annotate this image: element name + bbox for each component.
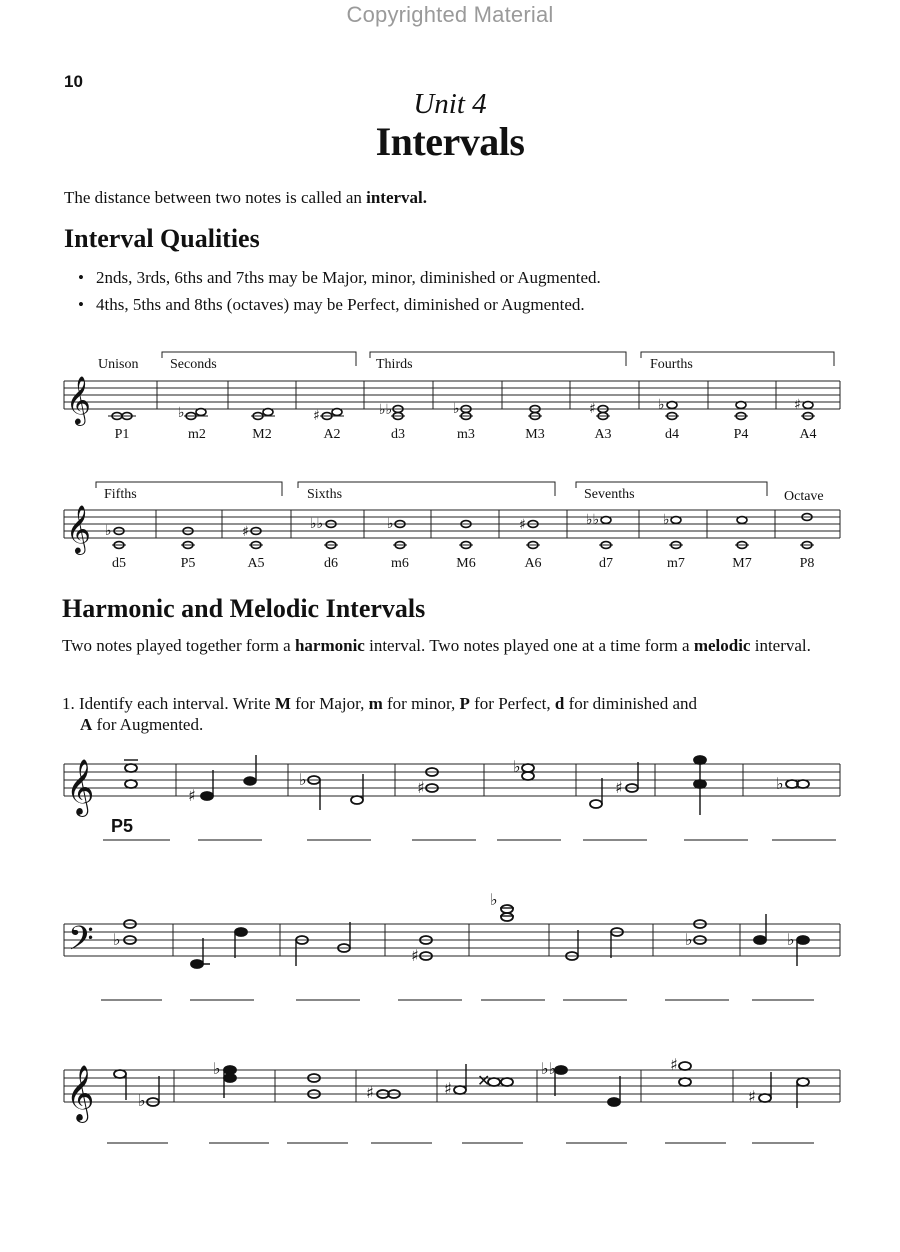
treble-clef-icon: 𝄞 [66, 375, 91, 424]
svg-text:♭♭: ♭♭ [586, 512, 600, 528]
unit-label: Unit 4 [413, 88, 487, 120]
interval-name: M2 [252, 427, 272, 442]
interval-name: d6 [324, 556, 338, 571]
ex-abbr-major: M [274, 694, 291, 713]
svg-text:♭: ♭ [387, 516, 394, 532]
svg-text:♯: ♯ [794, 397, 801, 413]
interval-name: P8 [799, 556, 815, 571]
svg-text:♯: ♯ [589, 401, 596, 417]
group-label-sevenths: Sevenths [584, 487, 635, 502]
interval-name: A5 [247, 556, 265, 571]
group-label-seconds: Seconds [170, 357, 217, 372]
interval-name: m6 [391, 556, 409, 571]
svg-text:♭: ♭ [658, 397, 665, 413]
interval-name: M7 [732, 556, 752, 571]
ex-abbr-diminished: d [554, 694, 565, 713]
svg-text:♯: ♯ [670, 1055, 678, 1074]
treble-clef-icon: 𝄞 [66, 759, 95, 815]
svg-text:✕: ✕ [477, 1071, 491, 1090]
ex-text: for Perfect, [469, 694, 555, 713]
svg-text:♭♭: ♭♭ [379, 402, 393, 418]
svg-text:♭: ♭ [453, 401, 460, 417]
svg-text:♯: ♯ [242, 524, 249, 540]
svg-text:♭: ♭ [213, 1059, 221, 1078]
svg-text:♯: ♯ [188, 786, 196, 805]
hm-term-melodic: melodic [693, 636, 751, 655]
svg-text:♭: ♭ [299, 770, 307, 789]
interval-name: d7 [599, 556, 613, 571]
ex-text: for minor, [382, 694, 460, 713]
interval-name: A6 [524, 556, 542, 571]
interval-name: M6 [456, 556, 476, 571]
interval-name: P1 [114, 427, 130, 442]
intro-term: interval. [366, 188, 428, 207]
svg-text:♯: ♯ [748, 1087, 756, 1106]
svg-text:♯: ♯ [519, 517, 526, 533]
svg-text:♯: ♯ [366, 1083, 374, 1102]
interval-name: d3 [391, 427, 405, 442]
bass-clef-icon: 𝄢 [68, 920, 94, 966]
treble-clef-icon: 𝄞 [66, 504, 91, 553]
bullet-item: • 4ths, 5ths and 8ths (octaves) may be Perfect, diminished or Augmented. [96, 295, 585, 315]
svg-text:♭: ♭ [513, 757, 521, 776]
ex-abbr-augmented: A [80, 715, 93, 734]
svg-text:♯: ♯ [313, 408, 320, 424]
svg-text:♭: ♭ [663, 512, 670, 528]
svg-text:♭: ♭ [105, 523, 112, 539]
interval-name: P4 [733, 427, 749, 442]
harmonic-melodic-heading: Harmonic and Melodic Intervals [62, 594, 426, 623]
svg-text:♭♭: ♭♭ [310, 516, 324, 532]
svg-text:♭: ♭ [178, 405, 185, 421]
interval-name: d4 [665, 427, 679, 442]
svg-text:♭: ♭ [490, 890, 498, 909]
ex-text: 1. Identify each interval. Write [62, 694, 275, 713]
svg-text:♭: ♭ [787, 930, 795, 949]
hm-text-2: interval. Two notes played one at a time form a [364, 636, 694, 655]
group-label-octave: Octave [784, 489, 824, 504]
svg-text:♭: ♭ [113, 930, 121, 949]
page-title: Intervals [375, 119, 525, 164]
intro-text: The distance between two notes is called an [64, 188, 367, 207]
page-number: 10 [64, 72, 83, 91]
ex-text: for diminished and [564, 694, 697, 713]
bullet-item: • 2nds, 3rds, 6ths and 7ths may be Major, minor, diminished or Augmented. [96, 268, 601, 288]
treble-clef-icon: 𝄞 [66, 1065, 95, 1121]
interval-name: A2 [323, 427, 341, 442]
hm-text-1: Two notes played together form a [62, 636, 295, 655]
interval-name: m7 [667, 556, 685, 571]
svg-text:♭: ♭ [138, 1091, 146, 1110]
ex-abbr-perfect: P [459, 694, 470, 713]
qualities-heading: Interval Qualities [64, 224, 260, 253]
svg-text:♯: ♯ [615, 778, 623, 797]
group-label-thirds: Thirds [376, 357, 413, 372]
svg-text:♯: ♯ [411, 946, 419, 965]
hm-term-harmonic: harmonic [294, 636, 365, 655]
ex-abbr-minor: m [368, 694, 383, 713]
svg-text:♭: ♭ [776, 774, 784, 793]
ex-text: for Major, [290, 694, 369, 713]
interval-name: A3 [594, 427, 612, 442]
svg-text:♯: ♯ [417, 778, 425, 797]
svg-text:♭: ♭ [685, 930, 693, 949]
interval-name: A4 [799, 427, 817, 442]
svg-text:♯: ♯ [444, 1079, 452, 1098]
group-label-unison: Unison [98, 357, 139, 372]
copyright-watermark: Copyrighted Material [346, 2, 554, 27]
group-label-fifths: Fifths [104, 487, 137, 502]
interval-name: M3 [525, 427, 545, 442]
hm-text-3: interval. [750, 636, 811, 655]
interval-name: P5 [180, 556, 196, 571]
interval-name: d5 [112, 556, 126, 571]
interval-name: m3 [457, 427, 475, 442]
svg-text:♭♭: ♭♭ [541, 1059, 557, 1078]
ex-text: for Augmented. [92, 715, 204, 734]
group-label-sixths: Sixths [307, 487, 343, 502]
example-answer: P5 [111, 816, 134, 836]
interval-name: m2 [188, 427, 206, 442]
group-label-fourths: Fourths [650, 357, 693, 372]
